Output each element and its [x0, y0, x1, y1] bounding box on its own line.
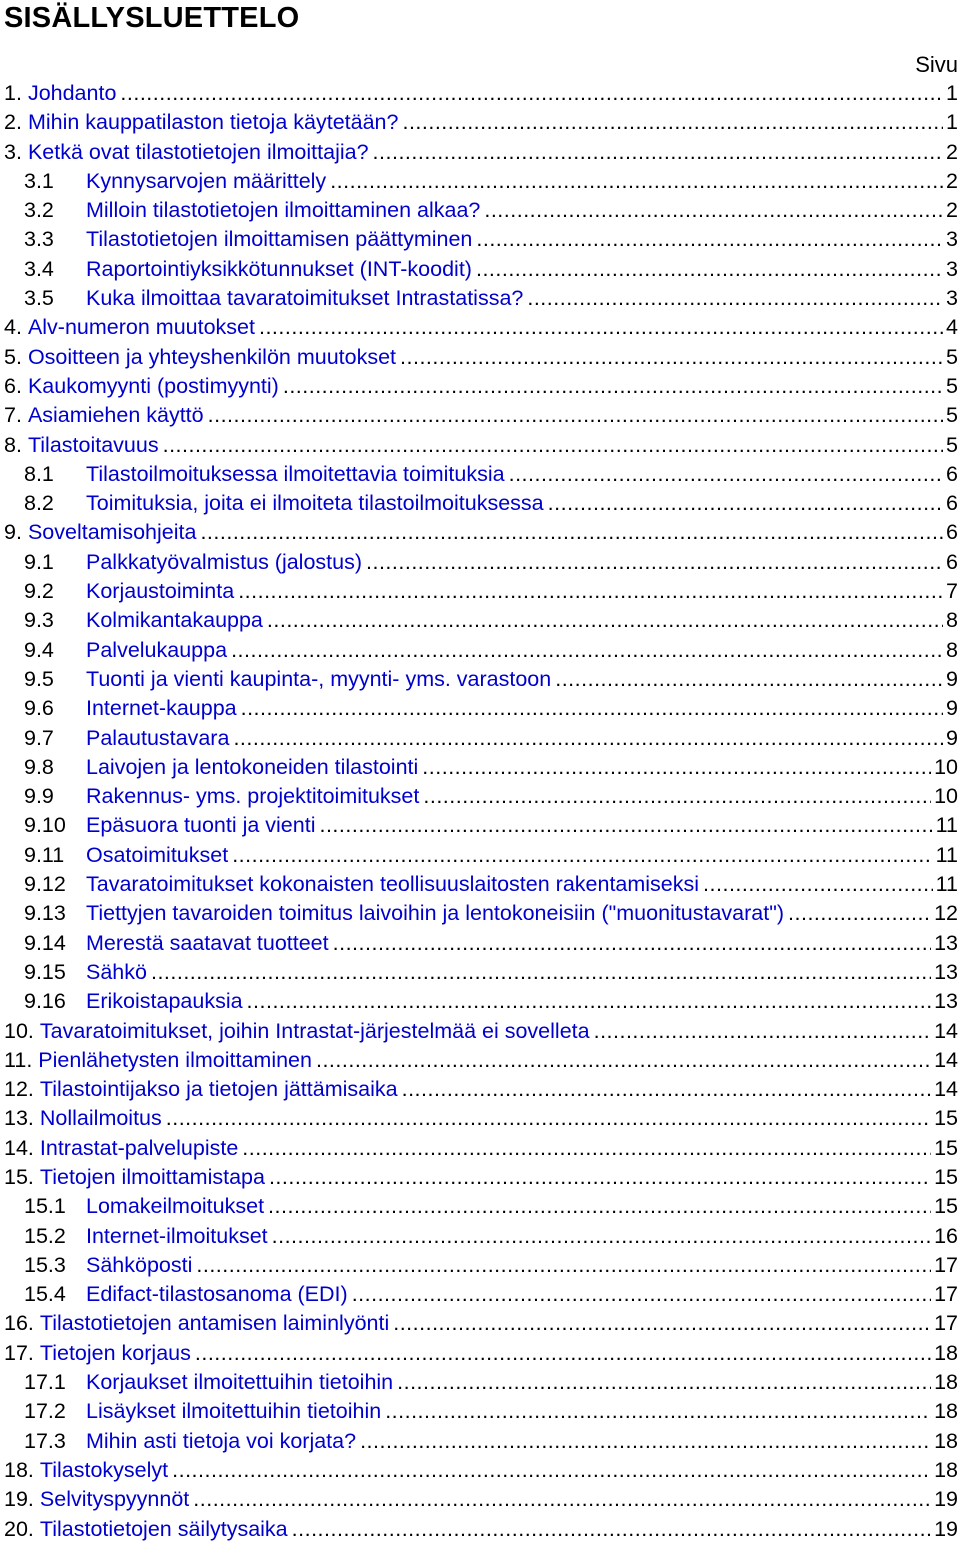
toc-entry-number: 9.3 — [24, 608, 54, 633]
toc-entry-link[interactable]: Tavaratoimitukset kokonaisten teollisuuslaitosten rakentamiseksi — [86, 872, 700, 897]
toc-entry[interactable] — [4, 196, 960, 225]
dot-leader — [241, 694, 943, 723]
toc-entry-link[interactable]: Epäsuora tuonti ja vienti — [86, 813, 316, 838]
toc-entry-page-number: 10 — [934, 784, 958, 809]
toc-entry-page-number: 6 — [946, 549, 958, 574]
toc-entry-page-number: 17 — [934, 1282, 958, 1307]
toc-entry-link[interactable]: Tuonti ja vienti kaupinta-, myynti- yms. varastoon — [86, 666, 552, 691]
toc-entry-page-number: 11 — [935, 842, 958, 867]
toc-entry-number: 9.8 — [24, 754, 54, 779]
dot-leader — [200, 518, 943, 547]
toc-entry-link[interactable]: Tilastotietojen antamisen laiminlyönti — [39, 1311, 390, 1336]
toc-entry-page-number: 15 — [934, 1106, 958, 1131]
dot-leader — [400, 343, 943, 372]
dot-leader — [292, 1515, 931, 1544]
toc-entry[interactable] — [4, 929, 960, 958]
toc-entry-page-number: 15 — [934, 1164, 958, 1189]
toc-entry-page-number: 7 — [946, 579, 958, 604]
dot-leader — [232, 841, 932, 870]
toc-entry-page-number: 11 — [935, 872, 958, 897]
toc-entry-number: 3.2 — [24, 198, 54, 223]
dot-leader — [476, 225, 943, 254]
toc-entry-link[interactable]: Ketkä ovat tilastotietojen ilmoittajia? — [27, 139, 369, 164]
toc-entry[interactable] — [4, 1456, 960, 1485]
toc-entry[interactable] — [4, 518, 960, 547]
toc-entry-number: 9.5 — [24, 666, 54, 691]
dot-leader — [208, 401, 943, 430]
toc-entry-number: 3.1 — [24, 168, 54, 193]
toc-entry-number: 2. — [4, 110, 22, 135]
toc-entry-number: 17.1 — [24, 1370, 66, 1395]
toc-entry-link[interactable]: Korjaukset ilmoitettuihin tietoihin — [86, 1370, 394, 1395]
dot-leader — [594, 1017, 931, 1046]
toc-entry[interactable] — [4, 782, 960, 811]
toc-entry[interactable] — [4, 460, 960, 489]
toc-entry[interactable] — [4, 1163, 960, 1192]
toc-entry-number: 9.4 — [24, 637, 54, 662]
toc-entry[interactable] — [4, 636, 960, 665]
toc-entry-page-number: 1 — [946, 110, 958, 135]
toc-entry[interactable] — [4, 1104, 960, 1133]
toc-entry-page-number: 16 — [934, 1223, 958, 1248]
toc-entry-link[interactable]: Sähkö — [86, 959, 147, 984]
dot-leader — [393, 1309, 931, 1338]
toc-entry-number: 9.1 — [24, 549, 54, 574]
dot-leader — [397, 1368, 931, 1397]
toc-entry-page-number: 6 — [946, 491, 958, 516]
toc-entry-number: 9. — [4, 520, 22, 545]
toc-entry-number: 15.2 — [24, 1223, 66, 1248]
toc-entry-number: 17.2 — [24, 1399, 66, 1424]
dot-leader — [163, 431, 943, 460]
toc-entry[interactable] — [4, 167, 960, 196]
toc-entry-link[interactable]: Erikoistapauksia — [86, 989, 243, 1014]
toc-entry-page-number: 10 — [934, 754, 958, 779]
toc-entry-number: 5. — [4, 344, 22, 369]
toc-entry-page-number: 5 — [946, 403, 958, 428]
toc-entry[interactable] — [4, 108, 960, 137]
toc-entry-page-number: 15 — [934, 1194, 958, 1219]
toc-entry-link[interactable]: Edifact-tilastosanoma (EDI) — [86, 1282, 348, 1307]
toc-entry[interactable] — [4, 606, 960, 635]
toc-entry[interactable] — [4, 1075, 960, 1104]
toc-entry-number: 9.9 — [24, 784, 54, 809]
toc-entry[interactable] — [4, 1192, 960, 1221]
dot-leader — [267, 606, 943, 635]
toc-entry-number: 9.7 — [24, 725, 54, 750]
dot-leader — [269, 1163, 931, 1192]
toc-entry-link[interactable]: Rakennus- yms. projektitoimitukset — [86, 784, 420, 809]
toc-entry-page-number: 9 — [946, 666, 958, 691]
toc-entry-link[interactable]: Mihin asti tietoja voi korjata? — [86, 1428, 357, 1453]
dot-leader — [373, 138, 943, 167]
toc-entry[interactable] — [4, 1485, 960, 1514]
dot-leader — [259, 313, 943, 342]
toc-entry[interactable] — [4, 665, 960, 694]
toc-entry-link[interactable]: Tilastoilmoituksessa ilmoitettavia toimituksia — [86, 461, 505, 486]
toc-entry-page-number: 2 — [946, 168, 958, 193]
dot-leader — [422, 753, 931, 782]
toc-entry-link[interactable]: Tilastokyselyt — [39, 1457, 169, 1482]
toc-entry-page-number: 18 — [934, 1399, 958, 1424]
toc-entry[interactable] — [4, 489, 960, 518]
toc-entry-page-number: 18 — [934, 1370, 958, 1395]
toc-entry-number: 17.3 — [24, 1428, 66, 1453]
toc-entry-link[interactable]: Korjaustoiminta — [86, 579, 235, 604]
toc-entry-number: 20. — [4, 1516, 34, 1541]
toc-entry-page-number: 5 — [946, 432, 958, 457]
toc-entry-number: 15.3 — [24, 1252, 66, 1277]
toc-entry-number: 3.4 — [24, 256, 54, 281]
dot-leader — [120, 79, 943, 108]
toc-entry[interactable] — [4, 1134, 960, 1163]
toc-entry[interactable] — [4, 255, 960, 284]
toc-entry[interactable] — [4, 899, 960, 928]
dot-leader — [316, 1046, 931, 1075]
toc-entry-page-number: 4 — [946, 315, 958, 340]
toc-entry-link[interactable]: Palkkatyövalmistus (jalostus) — [86, 549, 363, 574]
toc-entry[interactable] — [4, 987, 960, 1016]
toc-entry-number: 19. — [4, 1487, 34, 1512]
toc-entry[interactable] — [4, 753, 960, 782]
toc-entry-page-number: 3 — [946, 286, 958, 311]
toc-entry-page-number: 8 — [946, 637, 958, 662]
toc-entry-page-number: 18 — [934, 1428, 958, 1453]
toc-entry-number: 10. — [4, 1018, 34, 1043]
toc-entry-page-number: 19 — [934, 1516, 958, 1541]
toc-entry[interactable] — [4, 225, 960, 254]
toc-entry-link[interactable]: Soveltamisohjeita — [27, 520, 197, 545]
toc-entry-number: 9.15 — [24, 959, 66, 984]
toc-entry-link[interactable]: Intrastat-palvelupiste — [39, 1135, 239, 1160]
toc-entry-page-number: 5 — [946, 373, 958, 398]
toc-entry[interactable] — [4, 372, 960, 401]
toc-entry-link[interactable]: Internet-kauppa — [86, 696, 237, 721]
dot-leader — [166, 1104, 931, 1133]
toc-entry-link[interactable]: Tilastoitavuus — [27, 432, 159, 457]
toc-entry[interactable] — [4, 1339, 960, 1368]
toc-entry-link[interactable]: Internet-ilmoitukset — [86, 1223, 268, 1248]
dot-leader — [788, 899, 931, 928]
toc-entry-page-number: 2 — [946, 139, 958, 164]
dot-leader — [509, 460, 943, 489]
toc-entry-page-number: 17 — [934, 1311, 958, 1336]
toc-entry[interactable] — [4, 1427, 960, 1456]
dot-leader — [242, 1134, 931, 1163]
toc-entry-link[interactable]: Raportointiyksikkötunnukset (INT-koodit) — [86, 256, 472, 281]
toc-entry-page-number: 5 — [946, 344, 958, 369]
dot-leader — [402, 1075, 931, 1104]
dot-leader — [385, 1397, 931, 1426]
toc-entry[interactable] — [4, 958, 960, 987]
toc-entry-link[interactable]: Tilastotietojen säilytysaika — [39, 1516, 288, 1541]
toc-entry[interactable] — [4, 138, 960, 167]
page-column-label: Sivu — [915, 52, 958, 77]
dot-leader — [333, 929, 931, 958]
dot-leader — [402, 108, 943, 137]
toc-entry-link[interactable]: Kolmikantakauppa — [86, 608, 263, 633]
toc-entry[interactable] — [4, 313, 960, 342]
toc-entry-number: 9.2 — [24, 579, 54, 604]
toc-entry-page-number: 13 — [934, 989, 958, 1014]
toc-entry-link[interactable]: Tilastointijakso ja tietojen jättämisaika — [39, 1077, 398, 1102]
toc-entry[interactable] — [4, 577, 960, 606]
toc-entry-link[interactable]: Tietojen ilmoittamistapa — [39, 1164, 265, 1189]
toc-entry-number: 18. — [4, 1457, 34, 1482]
dot-leader — [555, 665, 943, 694]
toc-entry-number: 8.1 — [24, 461, 54, 486]
dot-leader — [233, 724, 943, 753]
toc-entry-link[interactable]: Mihin kauppatilaston tietoja käytetään? — [27, 110, 399, 135]
toc-entry[interactable] — [4, 1046, 960, 1075]
toc-entry-page-number: 8 — [946, 608, 958, 633]
table-of-contents — [4, 79, 960, 1544]
toc-entry[interactable] — [4, 841, 960, 870]
toc-entry-number: 14. — [4, 1135, 34, 1160]
toc-entry-number: 9.11 — [24, 842, 65, 867]
toc-entry-number: 12. — [4, 1077, 34, 1102]
dot-leader — [172, 1456, 931, 1485]
dot-leader — [151, 958, 931, 987]
toc-entry-page-number: 2 — [946, 198, 958, 223]
dot-leader — [330, 167, 943, 196]
toc-entry-link[interactable]: Tavaratoimitukset, joihin Intrastat-järjestelmää ei sovelleta — [39, 1018, 590, 1043]
toc-entry-link[interactable]: Tietojen korjaus — [39, 1340, 191, 1365]
toc-entry-page-number: 1 — [946, 81, 958, 105]
toc-entry-page-number: 18 — [934, 1457, 958, 1482]
dot-leader — [484, 196, 943, 225]
toc-entry[interactable] — [4, 1251, 960, 1280]
toc-entry-page-number: 12 — [934, 901, 958, 926]
toc-entry-link[interactable]: Merestä saatavat tuotteet — [86, 930, 329, 955]
toc-entry-link[interactable]: Kynnysarvojen määrittely — [86, 168, 327, 193]
toc-entry[interactable] — [4, 284, 960, 313]
toc-entry[interactable] — [4, 694, 960, 723]
toc-entry-number: 3. — [4, 139, 22, 164]
toc-entry-link[interactable]: Milloin tilastotietojen ilmoittaminen alkaa? — [86, 198, 481, 223]
toc-entry[interactable] — [4, 1368, 960, 1397]
toc-entry-number: 9.6 — [24, 696, 54, 721]
toc-entry-page-number: 3 — [946, 227, 958, 252]
toc-entry-link[interactable]: Lomakeilmoitukset — [86, 1194, 265, 1219]
dot-leader — [231, 636, 943, 665]
toc-entry-page-number: 14 — [934, 1047, 958, 1072]
toc-entry-link[interactable]: Alv-numeron muutokset — [27, 315, 255, 340]
toc-entry[interactable] — [4, 870, 960, 899]
dot-leader — [272, 1222, 931, 1251]
toc-entry-link[interactable]: Toimituksia, joita ei ilmoiteta tilastoilmoituksessa — [86, 491, 544, 516]
toc-entry-page-number: 14 — [934, 1077, 958, 1102]
dot-leader — [527, 284, 943, 313]
toc-entry[interactable] — [4, 548, 960, 577]
toc-entry-page-number: 13 — [934, 959, 958, 984]
toc-entry[interactable] — [4, 1309, 960, 1338]
toc-entry-number: 17. — [4, 1340, 34, 1365]
toc-entry[interactable] — [4, 1017, 960, 1046]
toc-entry-number: 9.13 — [24, 901, 66, 926]
toc-entry[interactable] — [4, 431, 960, 460]
dot-leader — [360, 1427, 931, 1456]
dot-leader — [352, 1280, 931, 1309]
toc-entry-number: 4. — [4, 315, 22, 340]
toc-entry-page-number: 19 — [934, 1487, 958, 1512]
toc-entry-link[interactable]: Tilastotietojen ilmoittamisen päättyminen — [86, 227, 473, 252]
dot-leader — [548, 489, 943, 518]
dot-leader — [193, 1485, 931, 1514]
toc-entry-link[interactable]: Laivojen ja lentokoneiden tilastointi — [86, 754, 419, 779]
toc-entry-number: 9.16 — [24, 989, 66, 1014]
toc-entry-link[interactable]: Selvityspyynnöt — [39, 1487, 190, 1512]
toc-entry[interactable] — [4, 79, 960, 108]
toc-entry-link[interactable]: Nollailmoitus — [39, 1106, 162, 1131]
toc-entry[interactable] — [4, 401, 960, 430]
toc-entry-page-number: 17 — [934, 1252, 958, 1277]
dot-leader — [703, 870, 933, 899]
toc-entry-number: 16. — [4, 1311, 34, 1336]
toc-entry[interactable] — [4, 1397, 960, 1426]
toc-entry[interactable] — [4, 1515, 960, 1544]
toc-entry-page-number: 18 — [934, 1340, 958, 1365]
toc-entry-page-number: 9 — [946, 725, 958, 750]
dot-leader — [247, 987, 932, 1016]
toc-entry-number: 11. — [4, 1047, 33, 1072]
toc-entry-link[interactable]: Sähköposti — [86, 1252, 193, 1277]
toc-entry-link[interactable]: Palautustavara — [86, 725, 230, 750]
toc-entry-page-number: 15 — [934, 1135, 958, 1160]
toc-entry-number: 8.2 — [24, 491, 54, 516]
toc-entry-number: 8. — [4, 432, 22, 457]
toc-entry-page-number: 6 — [946, 520, 958, 545]
toc-entry-link[interactable]: Palvelukauppa — [86, 637, 228, 662]
toc-entry-number: 9.14 — [24, 930, 66, 955]
toc-entry-link[interactable]: Johdanto — [27, 81, 117, 105]
dot-leader — [196, 1251, 931, 1280]
toc-entry-number: 6. — [4, 373, 22, 398]
dot-leader — [423, 782, 931, 811]
toc-entry[interactable] — [4, 1222, 960, 1251]
toc-entry[interactable] — [4, 811, 960, 840]
toc-entry-number: 1. — [4, 81, 22, 105]
dot-leader — [476, 255, 943, 284]
toc-entry-page-number: 3 — [946, 256, 958, 281]
toc-entry-link[interactable]: Lisäykset ilmoitettuihin tietoihin — [86, 1399, 382, 1424]
toc-entry-number: 9.12 — [24, 872, 66, 897]
dot-leader — [195, 1339, 931, 1368]
toc-entry-link[interactable]: Kaukomyynti (postimyynti) — [27, 373, 279, 398]
toc-entry-page-number: 9 — [946, 696, 958, 721]
toc-entry-number: 15.1 — [24, 1194, 66, 1219]
toc-entry-number: 13. — [4, 1106, 34, 1131]
toc-entry-number: 7. — [4, 403, 22, 428]
dot-leader — [366, 548, 943, 577]
toc-entry-link[interactable]: Tiettyjen tavaroiden toimitus laivoihin ja lentokoneisiin ("muonitustavarat") — [86, 901, 785, 926]
toc-entry[interactable] — [4, 343, 960, 372]
toc-entry-page-number: 11 — [935, 813, 958, 838]
toc-entry-link[interactable]: Pienlähetysten ilmoittaminen — [38, 1047, 312, 1072]
toc-entry-number: 9.10 — [24, 813, 66, 838]
toc-entry-number: 3.5 — [24, 286, 54, 311]
toc-entry[interactable] — [4, 724, 960, 753]
toc-entry-link[interactable]: Osatoimitukset — [86, 842, 229, 867]
dot-leader — [319, 811, 932, 840]
toc-entry[interactable] — [4, 1280, 960, 1309]
toc-entry-link[interactable]: Asiamiehen käyttö — [27, 403, 204, 428]
dot-leader — [283, 372, 943, 401]
toc-entry-page-number: 14 — [934, 1018, 958, 1043]
dot-leader — [238, 577, 943, 606]
toc-entry-number: 3.3 — [24, 227, 54, 252]
toc-entry-number: 15.4 — [24, 1282, 66, 1307]
toc-entry-page-number: 13 — [934, 930, 958, 955]
dot-leader — [268, 1192, 931, 1221]
toc-entry-link[interactable]: Kuka ilmoittaa tavaratoimitukset Intrastatissa? — [86, 286, 524, 311]
toc-entry-page-number: 6 — [946, 461, 958, 486]
toc-entry-link[interactable]: Osoitteen ja yhteyshenkilön muutokset — [27, 344, 397, 369]
toc-entry-number: 15. — [4, 1164, 34, 1189]
page-title: SISÄLLYSLUETTELO — [4, 2, 300, 34]
